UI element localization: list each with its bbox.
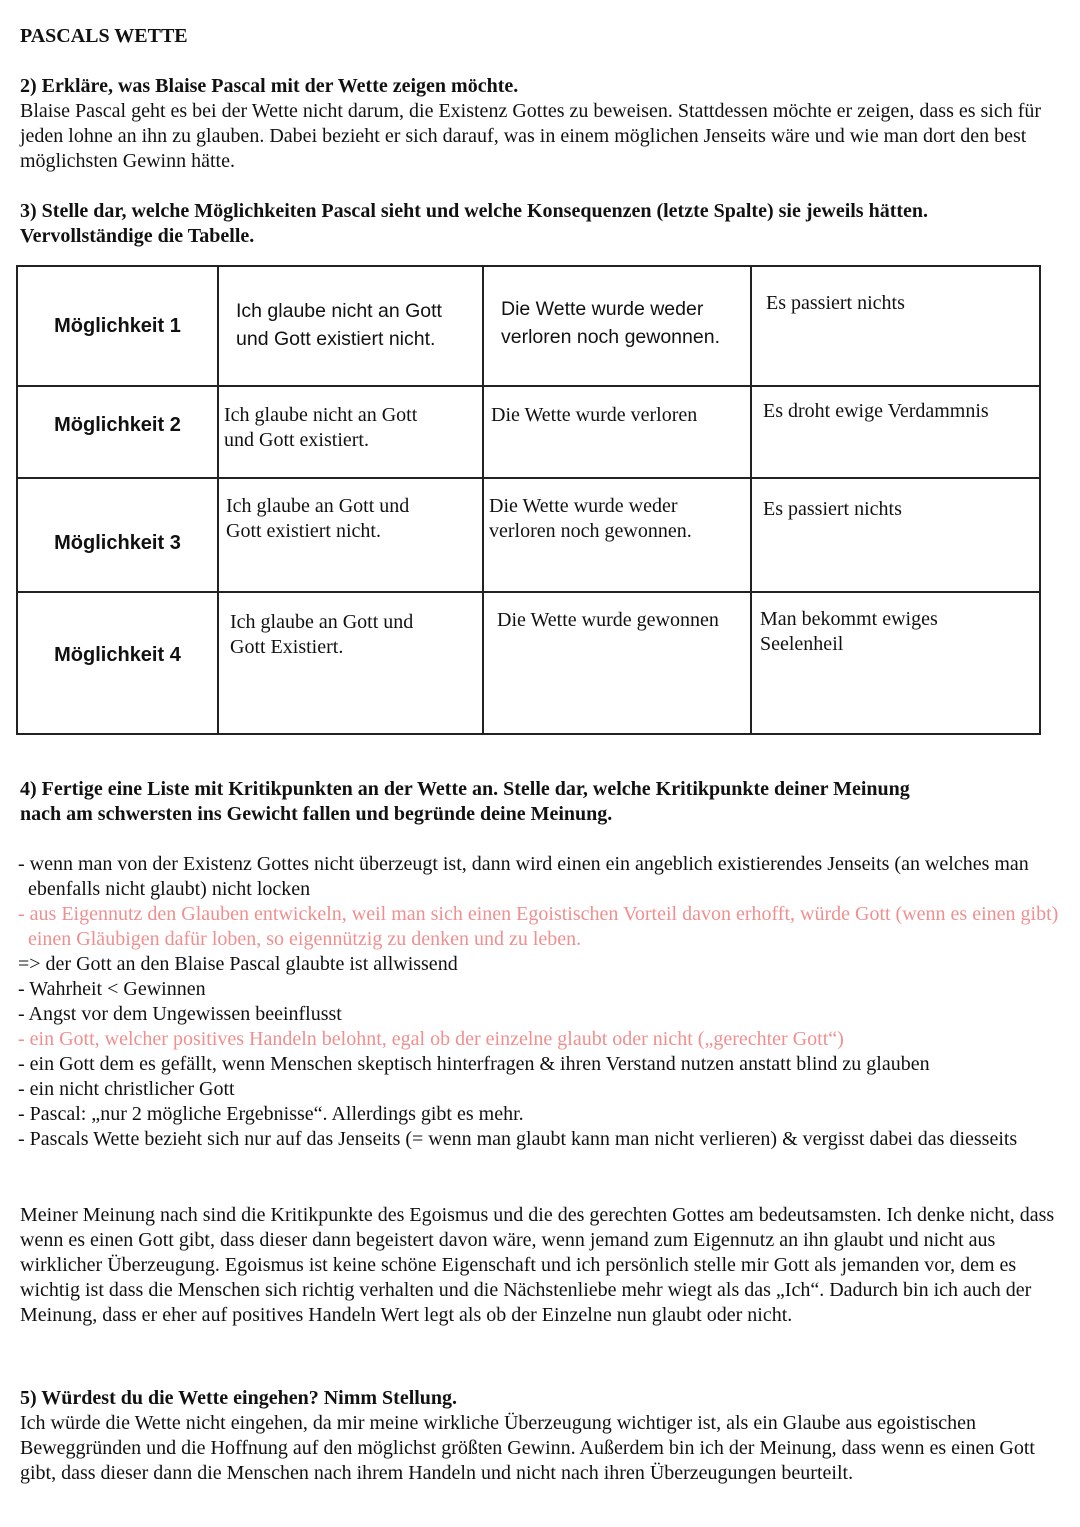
question-2-section (20, 74, 1065, 174)
list-item: - Pascals Wette bezieht sich nur auf das Jenseits (= wenn man glaubt kann man nicht verlieren) & vergisst dabei das diesseits (18, 1128, 1018, 1150)
table-cell: Es droht ewige Verdammnis (763, 400, 989, 422)
possibilities-table (16, 265, 1041, 735)
table-cell: Die Wette wurde verloren (491, 404, 698, 426)
table-cell: Die Wette wurde gewonnen (497, 609, 719, 631)
table-row (17, 478, 1040, 592)
question-5-heading: 5) Würdest du die Wette eingehen? Nimm Stellung. (20, 1387, 458, 1409)
question-2-heading: 2) Erkläre, was Blaise Pascal mit der Wette zeigen möchte. (20, 75, 519, 97)
list-item: => der Gott an den Blaise Pascal glaubte ist allwissend (18, 953, 458, 975)
question-5-answer: Ich würde die Wette nicht eingehen, da mir meine wirkliche Überzeugung wichtiger ist, als ein Glaube aus egoistischen Beweggründen und die Hoffnung auf den möglichst größten Gewinn. Außerdem bin ich der Meinung, dass wenn es einen Gott gibt, dass dieser dann die Menschen nach ihrem Handeln und nicht nach ihren Überzeugungen beurteilt. (20, 1412, 1035, 1484)
table-row (17, 266, 1040, 386)
table-row (17, 592, 1040, 734)
list-item: - Wahrheit < Gewinnen (18, 978, 206, 1000)
row-label: Möglichkeit 3 (17, 478, 218, 592)
list-item: - ein nicht christlicher Gott (18, 1078, 235, 1100)
table-cell: Ich glaube nicht an Gott und Gott existiert nicht. (236, 300, 442, 350)
critique-list (18, 852, 1063, 1152)
row-label: Möglichkeit 4 (17, 592, 218, 734)
table-cell: Ich glaube nicht an Gott und Gott existiert. (224, 404, 418, 451)
question-5-section (20, 1386, 1065, 1486)
row-label: Möglichkeit 1 (17, 266, 218, 386)
question-3-section (20, 199, 1065, 249)
table-cell: Es passiert nichts (763, 498, 902, 520)
list-item: - ein Gott, welcher positives Handeln belohnt, egal ob der einzelne glaubt oder nicht („gerechter Gott“) (18, 1028, 844, 1050)
list-item: - aus Eigennutz den Glauben entwickeln, weil man sich einen Egoistischen Vorteil davon erhofft, würde Gott (wenn es einen gibt) einen Gläubigen dafür loben, so eigennützig zu denken und zu leben. (18, 903, 1059, 950)
table-cell: Die Wette wurde weder verloren noch gewonnen. (501, 298, 720, 348)
page-title: PASCALS WETTE (20, 25, 188, 47)
table-cell: Die Wette wurde weder verloren noch gewonnen. (489, 495, 692, 542)
question-4-heading-line2: nach am schwersten ins Gewicht fallen und begründe deine Meinung. (20, 803, 613, 825)
question-2-answer: Blaise Pascal geht es bei der Wette nicht darum, die Existenz Gottes zu beweisen. Stattdessen möchte er zeigen, dass es sich für jeden lohne an ihn zu glauben. Dabei bezieht er sich darauf, was in einem möglichen Jenseits wäre und wie man dort den best möglichsten Gewinn hätte. (20, 100, 1042, 172)
opinion-paragraph: Meiner Meinung nach sind die Kritikpunkte des Egoismus und die des gerechten Gottes am bedeutsamsten. Ich denke nicht, dass wenn es einen Gott gibt, dass dieser dann begeistert davon wäre, wenn jemand zum Eigennutz an ihn glaubt und nicht aus wirklicher Überzeugung. Egoismus ist keine schöne Eigenschaft und ich persönlich stelle mir Gott als jemanden vor, dem es wichtig ist dass die Menschen sich richtig verhalten und die Nächstenliebe mehr wiegt als das „Ich“. Dadurch bin ich auch der Meinung, dass er eher auf positives Handeln Wert legt als ob der Einzelne nun glaubt oder nicht. (20, 1204, 1055, 1326)
opinion-paragraph-section (20, 1203, 1065, 1328)
header-section (20, 24, 1065, 49)
table-cell: Ich glaube an Gott und Gott Existiert. (230, 611, 414, 658)
table-cell: Ich glaube an Gott und Gott existiert nicht. (226, 495, 410, 542)
table-cell: Es passiert nichts (766, 292, 905, 314)
question-3-heading-line2: Vervollständige die Tabelle. (20, 225, 255, 247)
table-cell: Man bekommt ewiges Seelenheil (760, 608, 938, 655)
list-item: - wenn man von der Existenz Gottes nicht überzeugt ist, dann wird einen ein angeblich existierendes Jenseits (an welches man ebenfalls nicht glaubt) nicht locken (18, 853, 1029, 900)
row-label: Möglichkeit 2 (17, 386, 218, 478)
question-3-heading-line1: 3) Stelle dar, welche Möglichkeiten Pascal sieht und welche Konsequenzen (letzte Spalte) sie jeweils hätten. (20, 200, 929, 222)
list-item: - Pascal: „nur 2 mögliche Ergebnisse“. Allerdings gibt es mehr. (18, 1103, 524, 1125)
question-4-section (20, 777, 1065, 827)
question-4-heading-line1: 4) Fertige eine Liste mit Kritikpunkten an der Wette an. Stelle dar, welche Kritikpunkte deiner Meinung (20, 778, 910, 800)
list-item: - Angst vor dem Ungewissen beeinflusst (18, 1003, 342, 1025)
table-row (17, 386, 1040, 478)
list-item: - ein Gott dem es gefällt, wenn Menschen skeptisch hinterfragen & ihren Verstand nutzen anstatt blind zu glauben (18, 1053, 930, 1075)
